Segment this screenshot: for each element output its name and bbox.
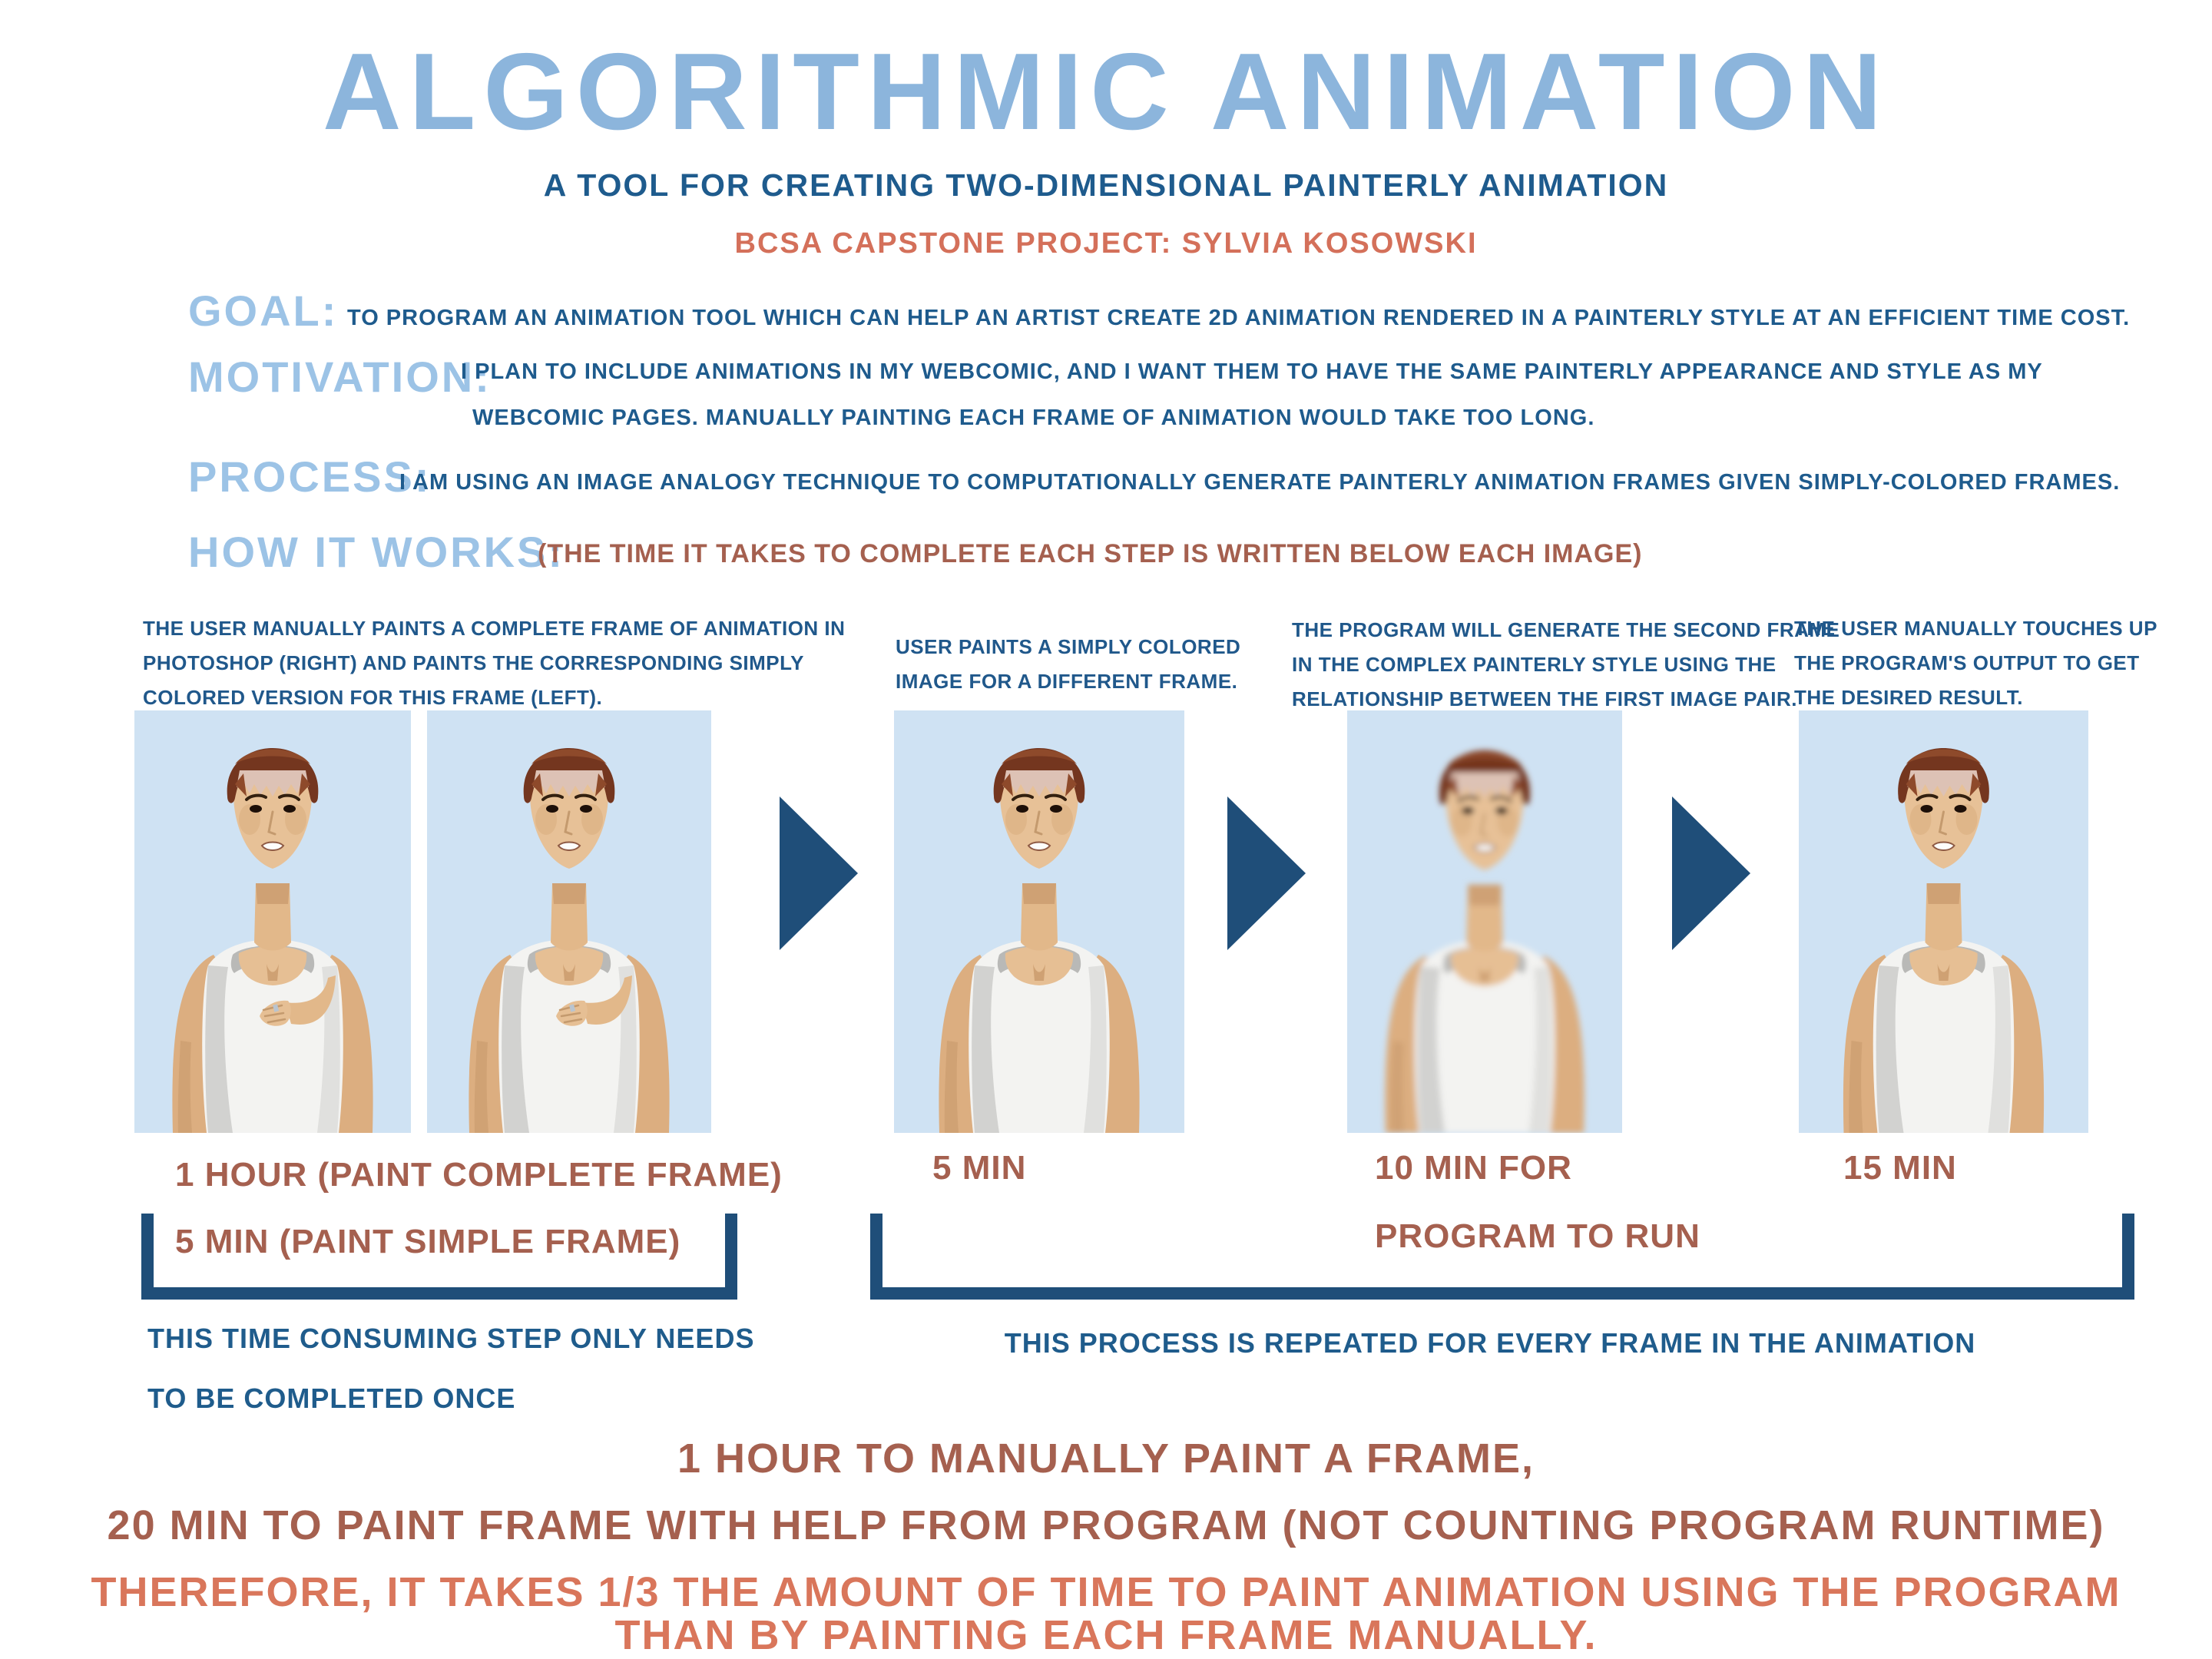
caption-line: RELATIONSHIP BETWEEN THE FIRST IMAGE PAIR. [1292, 687, 1798, 710]
grouping-bracket-once [141, 1214, 737, 1300]
painted-figure-illustration [134, 710, 411, 1133]
motivation-text-line: WEBCOMIC PAGES. MANUALLY PAINTING EACH FRAME OF ANIMATION WOULD TAKE TOO LONG. [472, 406, 1595, 430]
grouping-bracket-repeated [870, 1214, 2134, 1300]
goal-label: GOAL: [188, 286, 339, 335]
flow-arrow-icon [1227, 796, 1306, 950]
summary-line: THAN BY PAINTING EACH FRAME MANUALLY. [614, 1612, 1598, 1658]
caption-line: THE USER MANUALLY TOUCHES UP [1794, 617, 2157, 640]
step2-caption [896, 630, 1240, 699]
frame-image-simple-pose1 [134, 710, 411, 1133]
caption-line: USER PAINTS A SIMPLY COLORED [896, 635, 1241, 658]
process-label: PROCESS: [188, 452, 432, 501]
once-note-line: THIS TIME CONSUMING STEP ONLY NEEDS [147, 1323, 755, 1354]
step2-time: 5 MIN [932, 1149, 1027, 1187]
painted-figure-illustration [1347, 710, 1622, 1133]
step3-time-line2: PROGRAM TO RUN [1375, 1217, 1700, 1255]
repeated-note: THIS PROCESS IS REPEATED FOR EVERY FRAME IN THE ANIMATION [1004, 1327, 1976, 1359]
caption-line: IMAGE FOR A DIFFERENT FRAME. [896, 670, 1238, 693]
page-subtitle: A TOOL FOR CREATING TWO-DIMENSIONAL PAINTERLY ANIMATION [543, 167, 1669, 203]
summary-line: 1 HOUR TO MANUALLY PAINT A FRAME, [677, 1435, 1535, 1482]
step1-time-simple: 5 MIN (PAINT SIMPLE FRAME) [175, 1223, 681, 1260]
caption-line: THE DESIRED RESULT. [1794, 686, 2023, 709]
step3-time-line1: 10 MIN FOR [1375, 1149, 1572, 1187]
step4-caption [1794, 611, 2157, 715]
caption-line: THE PROGRAM WILL GENERATE THE SECOND FRAME [1292, 618, 1840, 641]
flow-arrow-icon [1672, 796, 1750, 950]
frame-image-complete-pose1 [427, 710, 711, 1133]
frame-image-touched-up [1799, 710, 2088, 1133]
caption-line: COLORED VERSION FOR THIS FRAME (LEFT). [143, 686, 603, 709]
summary-line: THEREFORE, IT TAKES 1/3 THE AMOUNT OF TIME TO PAINT ANIMATION USING THE PROGRAM [91, 1569, 2121, 1615]
motivation-text-line: I PLAN TO INCLUDE ANIMATIONS IN MY WEBCOMIC, AND I WANT THEM TO HAVE THE SAME PAINTERLY APPEARANCE AND STYLE AS MY [461, 359, 2043, 384]
caption-line: IN THE COMPLEX PAINTERLY STYLE USING THE [1292, 653, 1777, 676]
process-text: I AM USING AN IMAGE ANALOGY TECHNIQUE TO COMPUTATIONALLY GENERATE PAINTERLY ANIMATION FRAMES GIVEN SIMPLY-COLORED FRAMES. [399, 470, 2121, 495]
caption-line: THE PROGRAM'S OUTPUT TO GET [1794, 651, 2140, 674]
frame-image-program-output [1347, 710, 1622, 1133]
project-byline: BCSA CAPSTONE PROJECT: SYLVIA KOSOWSKI [734, 227, 1478, 260]
flow-arrow-icon [780, 796, 858, 950]
painted-figure-illustration [427, 710, 711, 1133]
caption-line: PHOTOSHOP (RIGHT) AND PAINTS THE CORRESPONDING SIMPLY [143, 651, 804, 674]
step1-time-complete: 1 HOUR (PAINT COMPLETE FRAME) [175, 1156, 783, 1194]
once-note-line: TO BE COMPLETED ONCE [147, 1382, 516, 1414]
motivation-label: MOTIVATION: [188, 353, 492, 401]
how-it-works-note: (THE TIME IT TAKES TO COMPLETE EACH STEP IS WRITTEN BELOW EACH IMAGE) [538, 539, 1643, 568]
caption-line: THE USER MANUALLY PAINTS A COMPLETE FRAME OF ANIMATION IN [143, 617, 846, 640]
step1-caption [143, 611, 845, 715]
page-title: ALGORITHMIC ANIMATION [323, 31, 1889, 153]
step3-caption [1292, 613, 1839, 717]
painted-figure-illustration [1799, 710, 2088, 1133]
summary-line: 20 MIN TO PAINT FRAME WITH HELP FROM PROGRAM (NOT COUNTING PROGRAM RUNTIME) [107, 1502, 2105, 1548]
frame-image-simple-pose2 [894, 710, 1184, 1133]
how-it-works-label: HOW IT WORKS: [188, 528, 565, 576]
goal-text: TO PROGRAM AN ANIMATION TOOL WHICH CAN HELP AN ARTIST CREATE 2D ANIMATION RENDERED IN A PAINTERLY STYLE AT AN EFFICIENT TIME COST. [347, 306, 2131, 330]
painted-figure-illustration [894, 710, 1184, 1133]
step4-time: 15 MIN [1843, 1149, 1957, 1187]
